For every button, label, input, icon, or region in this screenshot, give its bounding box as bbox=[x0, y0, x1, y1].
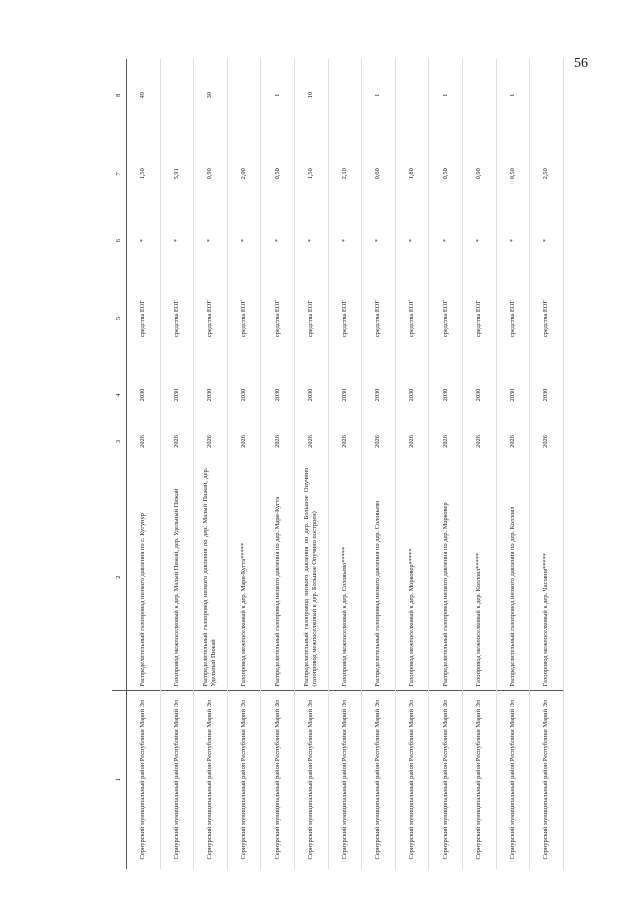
table-cell-col-4: 2030 bbox=[328, 372, 362, 418]
table-cell-col-3: 2026 bbox=[429, 418, 463, 464]
table-cell-col-3: 2026 bbox=[194, 418, 228, 464]
table-cell-col-3: 2026 bbox=[395, 418, 429, 464]
table-row bbox=[261, 59, 295, 869]
table-cell-col-8: 1 bbox=[429, 59, 463, 131]
table-cell-col-2: Газопровод межпоселковый к дер. Коллоял***** bbox=[462, 465, 496, 690]
table-cell-col-3: 2026 bbox=[496, 418, 530, 464]
table-cell-col-3: 2026 bbox=[227, 418, 261, 464]
table-cell-col-1: Сернурский муниципальный район Республики Марий Эл bbox=[462, 690, 496, 869]
table-row bbox=[395, 59, 429, 869]
table-cell-col-5: средства ЕОГ bbox=[194, 265, 228, 372]
table-cell-col-7: 0,60 bbox=[362, 131, 396, 216]
table-cell-col-6: * bbox=[127, 216, 161, 265]
column-header: 1 bbox=[112, 690, 127, 869]
table-cell-col-6: * bbox=[395, 216, 429, 265]
table-cell-col-4: 2030 bbox=[160, 372, 194, 418]
table-row bbox=[160, 59, 194, 869]
table-cell-col-2: Распределительный газопровод низкого давления по с. Кугунур bbox=[127, 465, 161, 690]
table-cell-col-8: 1 bbox=[261, 59, 295, 131]
table-cell-col-6: * bbox=[328, 216, 362, 265]
table-row bbox=[530, 59, 564, 869]
table-cell-col-4: 2030 bbox=[294, 372, 328, 418]
table-cell-col-5: средства ЕОГ bbox=[362, 265, 396, 372]
table-cell-col-7: 0,90 bbox=[194, 131, 228, 216]
table-cell-col-2: Распределительный газопровод низкого давления по дер. Морковер bbox=[429, 465, 463, 690]
table-cell-col-6: * bbox=[227, 216, 261, 265]
table-cell-col-7: 0,50 bbox=[496, 131, 530, 216]
table-cell-col-8: 10 bbox=[294, 59, 328, 131]
table-cell-col-5: средства ЕОГ bbox=[462, 265, 496, 372]
table-cell-col-5: средства ЕОГ bbox=[496, 265, 530, 372]
table-row bbox=[227, 59, 261, 869]
column-header: 4 bbox=[112, 372, 127, 418]
table-cell-col-4: 2030 bbox=[261, 372, 295, 418]
table-cell-col-7: 2,00 bbox=[227, 131, 261, 216]
table-cell-col-5: средства ЕОГ bbox=[261, 265, 295, 372]
table-cell-col-6: * bbox=[496, 216, 530, 265]
table-cell-col-4: 2030 bbox=[395, 372, 429, 418]
table-cell-col-1: Сернурский муниципальный район Республики Марий Эл bbox=[328, 690, 362, 869]
table-cell-col-8 bbox=[160, 59, 194, 131]
table-cell-col-1: Сернурский муниципальный район Республики Марий Эл bbox=[294, 690, 328, 869]
table-body bbox=[127, 59, 564, 869]
table-row bbox=[462, 59, 496, 869]
table-cell-col-1: Сернурский муниципальный район Республики Марий Эл bbox=[194, 690, 228, 869]
table-row bbox=[362, 59, 396, 869]
table-row bbox=[294, 59, 328, 869]
table-cell-col-3: 2026 bbox=[127, 418, 161, 464]
table-cell-col-3: 2026 bbox=[530, 418, 564, 464]
table-cell-col-7: 2,10 bbox=[328, 131, 362, 216]
table-row bbox=[127, 59, 161, 869]
table-cell-col-2: Газопровод межпоселковый к дер. Малый Пижай, дер. Удельный Пижай bbox=[160, 465, 194, 690]
table-cell-col-7: 0,50 bbox=[261, 131, 295, 216]
table-cell-col-5: средства ЕОГ bbox=[294, 265, 328, 372]
table-cell-col-4: 2030 bbox=[530, 372, 564, 418]
table-cell-col-2: Газопровод межпоселковый к дер. Часовня***** bbox=[530, 465, 564, 690]
table-cell-col-1: Сернурский муниципальный район Республики Марий Эл bbox=[395, 690, 429, 869]
page-number: 56 bbox=[574, 56, 588, 71]
table-cell-col-1: Сернурский муниципальный район Республики Марий Эл bbox=[496, 690, 530, 869]
table-cell-col-7: 5,91 bbox=[160, 131, 194, 216]
table-cell-col-6: * bbox=[160, 216, 194, 265]
table-cell-col-1: Сернурский муниципальный район Республики Марий Эл bbox=[261, 690, 295, 869]
table-cell-col-6: * bbox=[530, 216, 564, 265]
column-header: 5 bbox=[112, 265, 127, 372]
column-header: 2 bbox=[112, 465, 127, 690]
table-cell-col-4: 2030 bbox=[429, 372, 463, 418]
table-cell-col-6: * bbox=[194, 216, 228, 265]
table-cell-col-1: Сернурский муниципальный район Республики Марий Эл bbox=[362, 690, 396, 869]
rotated-table-container bbox=[112, 59, 550, 869]
table-row bbox=[496, 59, 530, 869]
table-cell-col-7: 1,50 bbox=[127, 131, 161, 216]
table-cell-col-4: 2030 bbox=[362, 372, 396, 418]
table-cell-col-1: Сернурский муниципальный район Республики Марий Эл bbox=[227, 690, 261, 869]
table-cell-col-8 bbox=[328, 59, 362, 131]
table-cell-col-8 bbox=[462, 59, 496, 131]
table-cell-col-2: Распределительный газопровод низкого давления по дер. Коллоял bbox=[496, 465, 530, 690]
table-cell-col-3: 2026 bbox=[261, 418, 295, 464]
table-cell-col-3: 2026 bbox=[462, 418, 496, 464]
table-cell-col-8 bbox=[395, 59, 429, 131]
table-cell-col-4: 2030 bbox=[127, 372, 161, 418]
table-cell-col-7: 1,80 bbox=[395, 131, 429, 216]
column-header: 3 bbox=[112, 418, 127, 464]
column-header: 8 bbox=[112, 59, 127, 131]
table-cell-col-3: 2026 bbox=[328, 418, 362, 464]
table-cell-col-1: Сернурский муниципальный район Республики Марий Эл bbox=[127, 690, 161, 869]
table-cell-col-2: Газопровод межпоселковый к дер. Морковер***** bbox=[395, 465, 429, 690]
table-cell-col-7: 2,50 bbox=[530, 131, 564, 216]
table-cell-col-7: 0,50 bbox=[429, 131, 463, 216]
table-cell-col-5: средства ЕОГ bbox=[328, 265, 362, 372]
table-cell-col-8: 1 bbox=[496, 59, 530, 131]
table-header-row bbox=[112, 59, 127, 869]
table-cell-col-6: * bbox=[462, 216, 496, 265]
table-cell-col-1: Сернурский муниципальный район Республики Марий Эл bbox=[530, 690, 564, 869]
table-row bbox=[429, 59, 463, 869]
table-cell-col-5: средства ЕОГ bbox=[227, 265, 261, 372]
table-cell-col-8: 1 bbox=[362, 59, 396, 131]
table-cell-col-8: 30 bbox=[194, 59, 228, 131]
table-cell-col-7: 0,90 bbox=[462, 131, 496, 216]
table-cell-col-1: Сернурский муниципальный район Республики Марий Эл bbox=[160, 690, 194, 869]
column-header: 7 bbox=[112, 131, 127, 216]
table-cell-col-5: средства ЕОГ bbox=[395, 265, 429, 372]
table-cell-col-2: Распределительный газопровод низкого давления по дер. Мари-Кугта bbox=[261, 465, 295, 690]
table-cell-col-8 bbox=[530, 59, 564, 131]
gas-pipeline-table bbox=[112, 59, 564, 869]
table-cell-col-6: * bbox=[429, 216, 463, 265]
table-cell-col-4: 2030 bbox=[227, 372, 261, 418]
table-row bbox=[328, 59, 362, 869]
table-cell-col-2: Распределительный газопровод низкого давления по дер. Соловьево bbox=[362, 465, 396, 690]
table-cell-col-6: * bbox=[362, 216, 396, 265]
table-cell-col-4: 2030 bbox=[496, 372, 530, 418]
table-cell-col-3: 2026 bbox=[160, 418, 194, 464]
table-cell-col-3: 2026 bbox=[362, 418, 396, 464]
table-cell-col-1: Сернурский муниципальный район Республики Марий Эл bbox=[429, 690, 463, 869]
table-cell-col-7: 1,50 bbox=[294, 131, 328, 216]
table-cell-col-8 bbox=[227, 59, 261, 131]
table-cell-col-6: * bbox=[261, 216, 295, 265]
table-cell-col-2: Газопровод межпоселковый к дер. Соловьево***** bbox=[328, 465, 362, 690]
table-cell-col-5: средства ЕОГ bbox=[530, 265, 564, 372]
table-row bbox=[194, 59, 228, 869]
table-cell-col-5: средства ЕОГ bbox=[127, 265, 161, 372]
table-cell-col-8: 49 bbox=[127, 59, 161, 131]
table-cell-col-5: средства ЕОГ bbox=[160, 265, 194, 372]
table-cell-col-3: 2026 bbox=[294, 418, 328, 464]
table-cell-col-2: Распределительный газопровод низкого давления по дер. Малый Пижай, дер. Удельный Пижай bbox=[194, 465, 228, 690]
table-cell-col-2: Газопровод межпоселковый к дер. Мари-Кугта***** bbox=[227, 465, 261, 690]
table-cell-col-5: средства ЕОГ bbox=[429, 265, 463, 372]
table-cell-col-4: 2030 bbox=[194, 372, 228, 418]
table-cell-col-6: * bbox=[294, 216, 328, 265]
table-cell-col-2: Распределительный газопровод низкого давления по дер. Большое Опучино (газопровод межпоселковый к дер. Большое Опучино построен) bbox=[294, 465, 328, 690]
column-header: 6 bbox=[112, 216, 127, 265]
table-cell-col-4: 2030 bbox=[462, 372, 496, 418]
